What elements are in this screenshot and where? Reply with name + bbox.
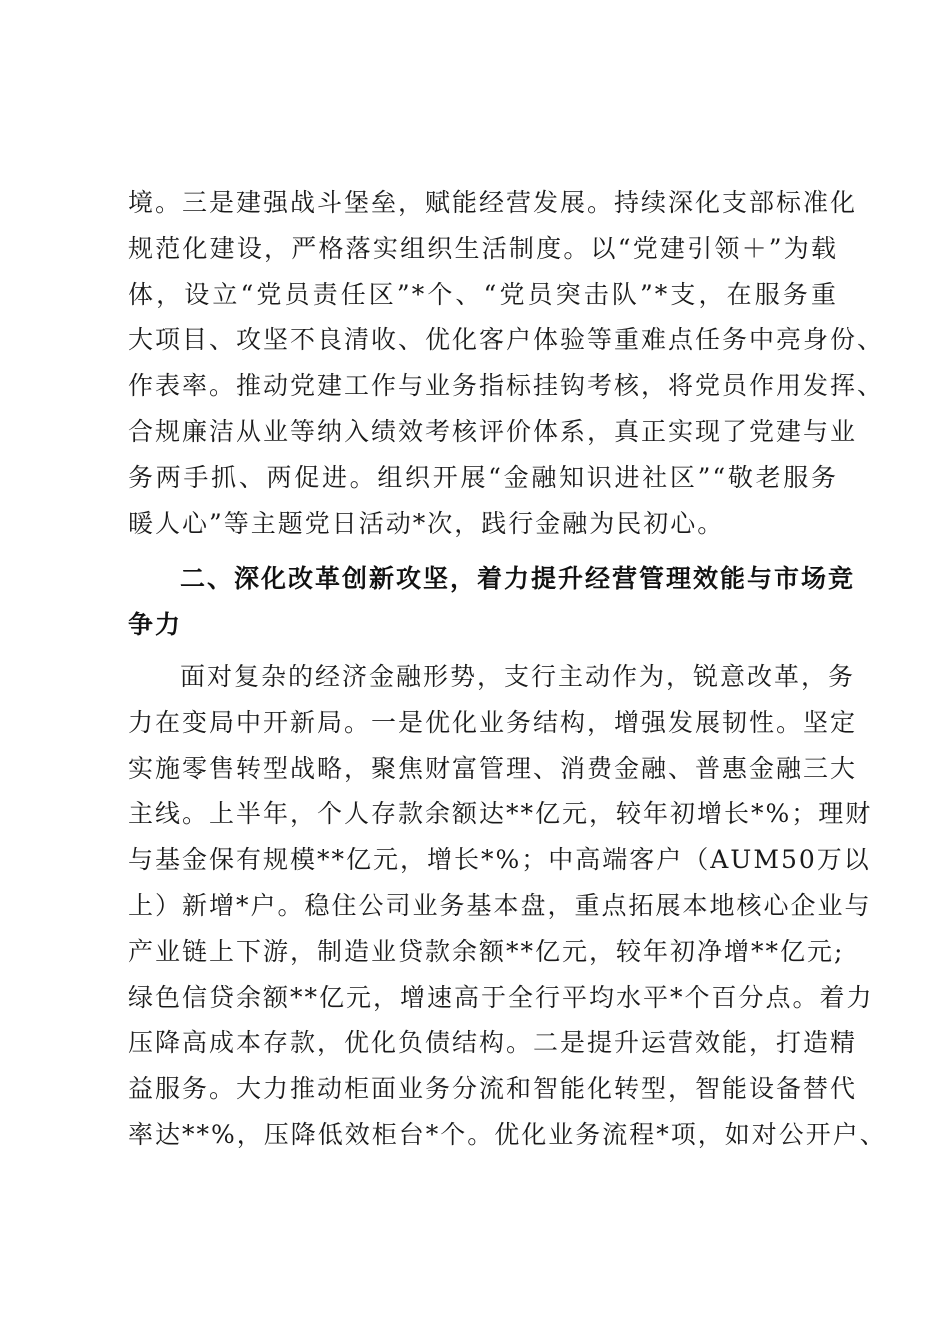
text-line: 大项目、攻坚不良清收、优化客户体验等重难点任务中亮身份、: [128, 325, 885, 355]
text-line: 体，设立“党员责任区”*个、“党员突击队”*支，在服务重: [128, 279, 838, 309]
text-line: 境。三是建强战斗堡垒，赋能经营发展。持续深化支部标准化: [128, 188, 858, 217]
text-line: 与基金保有规模**亿元，增长*%；中高端客户（AUM50万以: [128, 845, 871, 875]
text-line: 暖人心”等主题党日活动*次，践行金融为民初心。: [128, 508, 725, 538]
paragraph-party-building: [128, 180, 885, 546]
text-line: 力在变局中开新局。一是优化业务结构，增强发展韧性。坚定: [128, 707, 858, 737]
text-line: 上）新增*户。稳住公司业务基本盘，重点拓展本地核心企业与: [128, 890, 872, 920]
spacer: [128, 546, 838, 556]
text-line: 实施零售转型战略，聚焦财富管理、消费金融、普惠金融三大: [128, 753, 858, 783]
heading-line: 二、深化改革创新攻坚，着力提升经营管理效能与市场竞: [180, 564, 856, 594]
document-body: [128, 180, 887, 1158]
text-line: 面对复杂的经济金融形势，支行主动作为，锐意改革，务: [180, 661, 856, 691]
text-line: 务两手抓、两促进。组织开展“金融知识进社区”“敬老服务: [128, 462, 838, 492]
text-line: 合规廉洁从业等纳入绩效考核评价体系，真正实现了党建与业: [128, 416, 858, 446]
section-heading: [128, 556, 856, 648]
text-line: 规范化建设，严格落实组织生活制度。以“党建引领＋”为载: [128, 233, 838, 263]
text-line: 益服务。大力推动柜面业务分流和智能化转型，智能设备替代: [128, 1074, 858, 1104]
text-line: 率达**%，压降低效柜台*个。优化业务流程*项，如对公开户、: [128, 1119, 887, 1149]
text-line: 产业链上下游，制造业贷款余额**亿元，较年初净增**亿元;: [128, 936, 845, 966]
text-line: 压降高成本存款，优化负债结构。二是提升运营效能，打造精: [128, 1028, 858, 1058]
heading-line: 争力: [128, 610, 183, 640]
text-line: 绿色信贷余额**亿元，增速高于全行平均水平*个百分点。着力: [128, 982, 874, 1012]
text-line: 作表率。推动党建工作与业务指标挂钩考核，将党员作用发挥、: [128, 371, 885, 401]
text-line: 主线。上半年，个人存款余额达**亿元，较年初增长*%；理财: [128, 799, 873, 829]
paragraph-reform: [128, 654, 887, 1158]
